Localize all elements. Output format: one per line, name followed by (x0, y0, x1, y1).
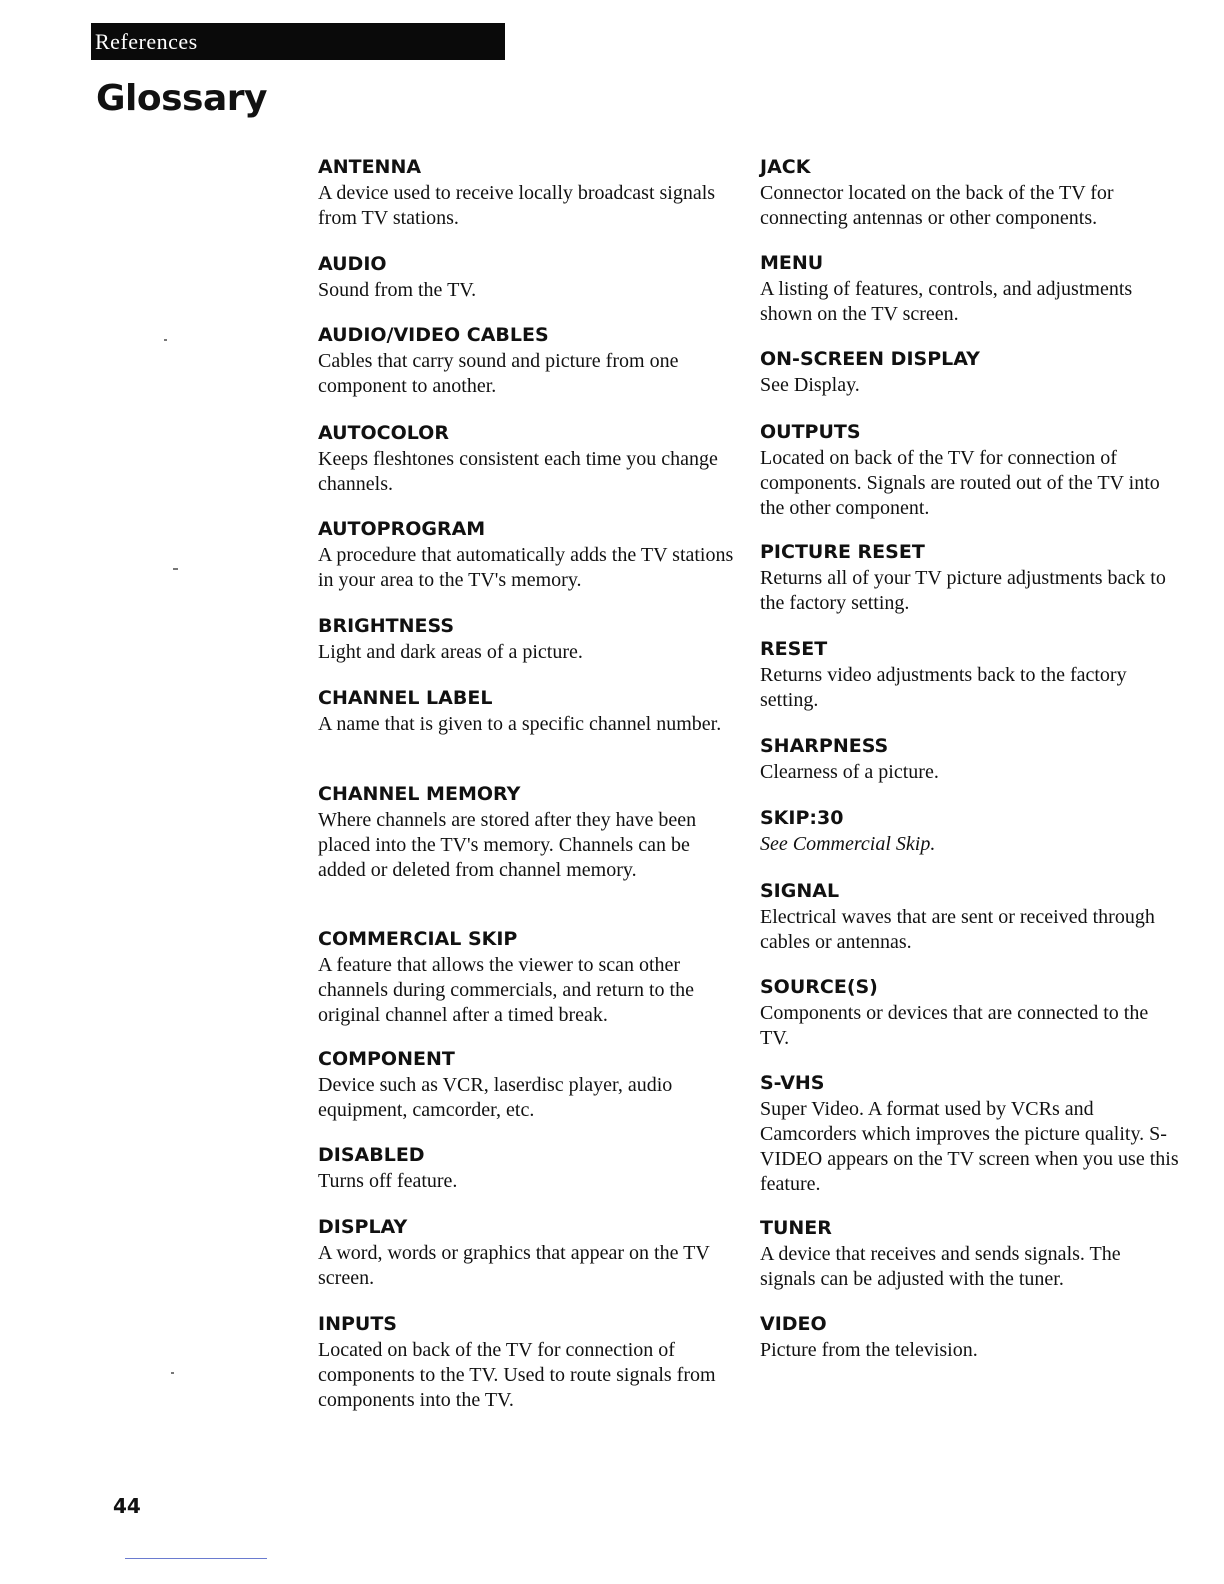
glossary-definition: Connector located on the back of the TV for connecting antennas or other components. (760, 182, 1114, 229)
glossary-entry-audio (318, 252, 738, 303)
glossary-definition: Sound from the TV. (318, 279, 477, 301)
section-header-label: References (95, 29, 198, 54)
glossary-term: SIGNAL (760, 880, 840, 902)
glossary-definition: A listing of features, controls, and adjustments shown on the TV screen. (760, 278, 1133, 325)
glossary-definition: A word, words or graphics that appear on the TV screen. (318, 1242, 710, 1289)
glossary-entry-brightness (318, 614, 738, 665)
glossary-entry-outputs (760, 420, 1180, 521)
glossary-definition: Located on back of the TV for connection of components to the TV. Used to route signals from components into the TV. (318, 1339, 716, 1411)
glossary-entry-menu (760, 251, 1180, 327)
glossary-term: CHANNEL LABEL (318, 687, 493, 709)
glossary-definition: Turns off feature. (318, 1170, 458, 1192)
glossary-term: CHANNEL MEMORY (318, 783, 521, 805)
page-title: Glossary (96, 78, 267, 119)
glossary-term: S-VHS (760, 1072, 825, 1094)
glossary-term: ON-SCREEN DISPLAY (760, 348, 980, 370)
glossary-term: ANTENNA (318, 156, 422, 178)
glossary-definition: See Display. (760, 374, 860, 396)
glossary-term: AUDIO (318, 253, 387, 275)
glossary-entry-channel-memory (318, 782, 738, 883)
glossary-term: AUDIO/VIDEO CABLES (318, 324, 549, 346)
glossary-term: AUTOPROGRAM (318, 518, 486, 540)
glossary-definition: Super Video. A format used by VCRs and Camcorders which improves the picture quality. S-VIDEO appears on the TV screen when you use this feature. (760, 1098, 1179, 1195)
glossary-definition: Cables that carry sound and picture from one component to another. (318, 350, 679, 397)
glossary-entry-sources (760, 975, 1180, 1051)
glossary-definition: Components or devices that are connected to the TV. (760, 1002, 1149, 1049)
glossary-entry-reset (760, 637, 1180, 713)
glossary-entry-channel-label (318, 686, 738, 737)
glossary-term: SKIP:30 (760, 807, 844, 829)
glossary-entry-picture-reset (760, 540, 1180, 616)
glossary-entry-autocolor (318, 421, 738, 497)
glossary-entry-inputs (318, 1312, 738, 1413)
glossary-term: AUTOCOLOR (318, 422, 449, 444)
glossary-entry-skip-30 (760, 806, 1180, 857)
glossary-term: DISPLAY (318, 1216, 408, 1238)
glossary-entry-s-vhs (760, 1071, 1180, 1197)
glossary-entry-commercial-skip (318, 927, 738, 1028)
glossary-term: COMPONENT (318, 1048, 455, 1070)
glossary-entry-audio-video-cables (318, 323, 738, 399)
glossary-term: PICTURE RESET (760, 541, 925, 563)
glossary-entry-component (318, 1047, 738, 1123)
glossary-definition: A procedure that automatically adds the TV stations in your area to the TV's memory. (318, 544, 734, 591)
glossary-entry-signal (760, 879, 1180, 955)
glossary-definition: See Commercial Skip. (760, 833, 936, 855)
glossary-definition: Returns video adjustments back to the factory setting. (760, 664, 1127, 711)
glossary-definition: Located on back of the TV for connection of components. Signals are routed out of the TV into the other component. (760, 447, 1160, 519)
glossary-term: SHARPNESS (760, 735, 889, 757)
glossary-definition: Device such as VCR, laserdisc player, audio equipment, camcorder, etc. (318, 1074, 673, 1121)
glossary-entry-display (318, 1215, 738, 1291)
glossary-entry-tuner (760, 1216, 1180, 1292)
glossary-term: COMMERCIAL SKIP (318, 928, 518, 950)
glossary-entry-antenna (318, 155, 738, 231)
footer-rule (125, 1558, 267, 1559)
glossary-definition: A name that is given to a specific channel number. (318, 713, 722, 735)
scan-speck (164, 339, 167, 341)
glossary-definition: A device used to receive locally broadcast signals from TV stations. (318, 182, 716, 229)
glossary-term: SOURCE(S) (760, 976, 878, 998)
glossary-entry-disabled (318, 1143, 738, 1194)
section-header-bar (91, 23, 505, 60)
glossary-entry-jack (760, 155, 1180, 231)
glossary-definition: Keeps fleshtones consistent each time you change channels. (318, 448, 718, 495)
glossary-term: VIDEO (760, 1313, 827, 1335)
glossary-term: RESET (760, 638, 828, 660)
glossary-term: DISABLED (318, 1144, 425, 1166)
glossary-definition: Electrical waves that are sent or received through cables or antennas. (760, 906, 1155, 953)
glossary-definition: Clearness of a picture. (760, 761, 939, 783)
glossary-term: INPUTS (318, 1313, 397, 1335)
glossary-term: TUNER (760, 1217, 832, 1239)
glossary-definition: Light and dark areas of a picture. (318, 641, 583, 663)
glossary-definition: Where channels are stored after they have been placed into the TV's memory. Channels can be added or deleted from channel memory. (318, 809, 697, 881)
glossary-term: MENU (760, 252, 824, 274)
page-number: 44 (113, 1494, 141, 1518)
glossary-term: JACK (760, 156, 811, 178)
glossary-definition: A device that receives and sends signals. The signals can be adjusted with the tuner. (760, 1243, 1121, 1290)
glossary-term: BRIGHTNESS (318, 615, 455, 637)
glossary-entry-video (760, 1312, 1180, 1363)
glossary-definition: Returns all of your TV picture adjustments back to the factory setting. (760, 567, 1166, 614)
glossary-entry-on-screen-display (760, 347, 1180, 398)
scan-speck (171, 1372, 174, 1374)
scan-speck (173, 568, 178, 570)
glossary-definition: A feature that allows the viewer to scan other channels during commercials, and return to the original channel after a timed break. (318, 954, 694, 1026)
glossary-term: OUTPUTS (760, 421, 861, 443)
glossary-definition: Picture from the television. (760, 1339, 978, 1361)
glossary-entry-sharpness (760, 734, 1180, 785)
glossary-entry-autoprogram (318, 517, 738, 593)
